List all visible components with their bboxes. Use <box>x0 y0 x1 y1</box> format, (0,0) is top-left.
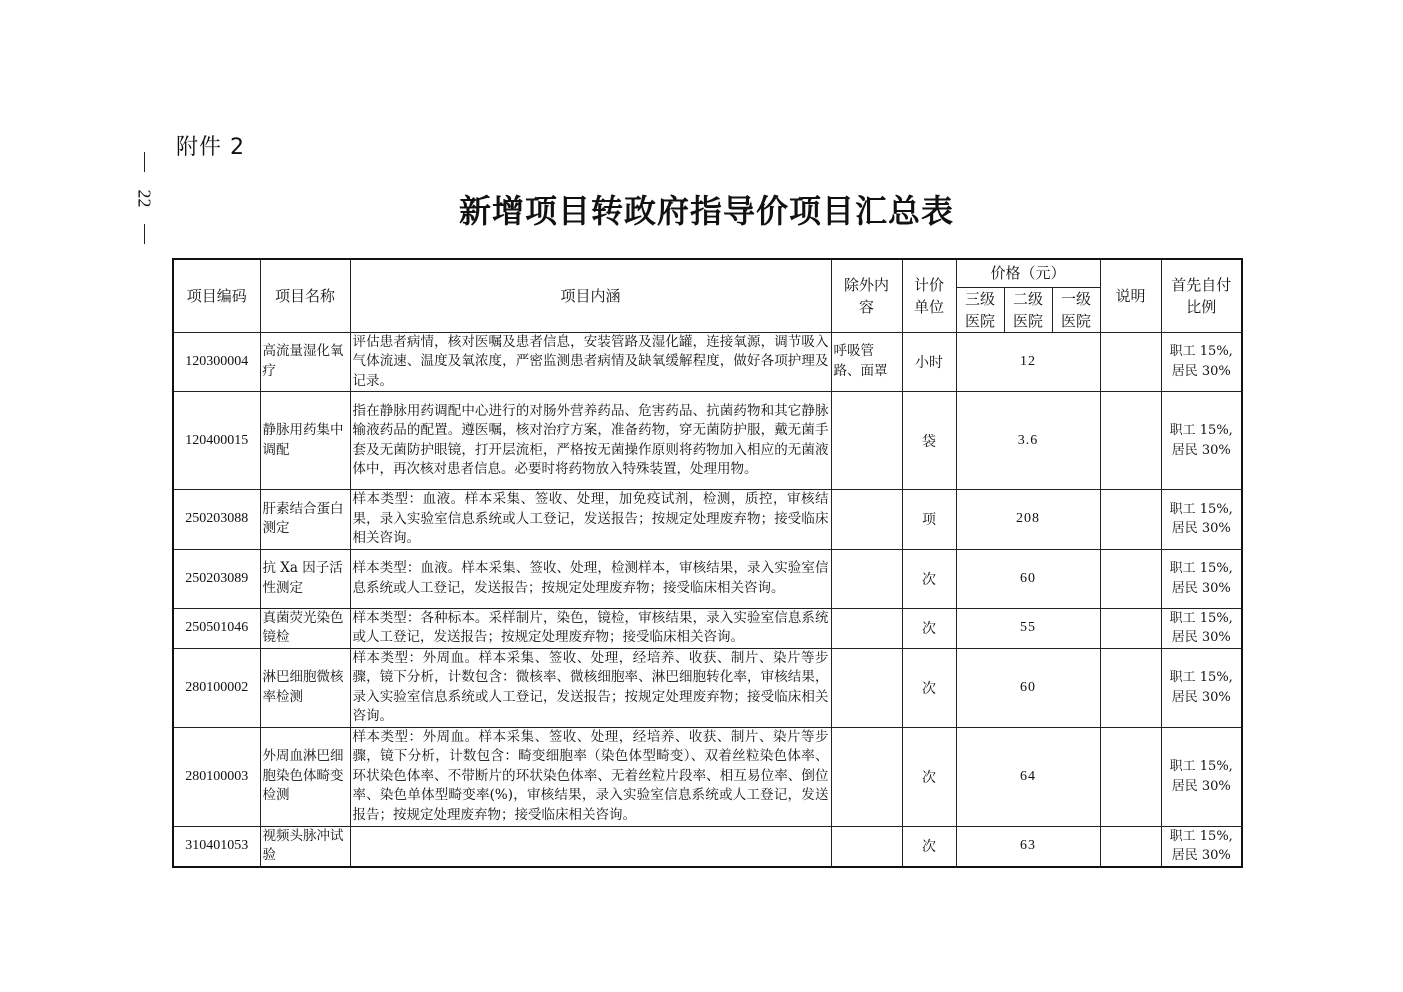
page-number-text: 22 <box>134 189 155 207</box>
row-name: 真菌荧光染色镜检 <box>260 608 350 648</box>
ratio-employee: 职工 15%, <box>1169 610 1233 626</box>
row-name: 高流量湿化氧疗 <box>260 332 350 392</box>
row-exclusions <box>831 490 902 550</box>
header-note: 说明 <box>1100 259 1161 332</box>
row-code: 250203089 <box>173 549 260 608</box>
row-unit: 次 <box>902 608 956 648</box>
row-note <box>1100 392 1161 490</box>
header-ratio: 首先自付比例 <box>1161 259 1242 332</box>
header-content: 项目内涵 <box>350 259 831 332</box>
row-note <box>1100 490 1161 550</box>
row-code: 250203088 <box>173 490 260 550</box>
table-row <box>173 549 1242 608</box>
table-row <box>173 490 1242 550</box>
row-name: 静脉用药集中调配 <box>260 392 350 490</box>
row-note <box>1100 608 1161 648</box>
row-unit: 次 <box>902 648 956 727</box>
document-title: 新增项目转政府指导价项目汇总表 <box>458 192 954 230</box>
row-unit: 小时 <box>902 332 956 392</box>
row-code: 280100002 <box>173 648 260 727</box>
header-price-group: 价格（元） <box>956 259 1100 287</box>
row-code: 120300004 <box>173 332 260 392</box>
row-price: 55 <box>956 608 1100 648</box>
row-ratio <box>1161 608 1242 648</box>
row-unit: 项 <box>902 490 956 550</box>
table-row <box>173 608 1242 648</box>
row-ratio <box>1161 490 1242 550</box>
row-price: 60 <box>956 648 1100 727</box>
row-ratio <box>1161 826 1242 867</box>
ratio-resident: 居民 30% <box>1171 778 1231 794</box>
row-content: 样本类型：外周血。样本采集、签收、处理，经培养、收获、制片、染片等步骤，镜下分析，计数包含：畸变细胞率（染色体型畸变）、双着丝粒染色体率、环状染色体率、不带断片的环状染色体率、无着丝粒片段率、相互易位率、倒位率、染色单体型畸变率(%)，审核结果，录入实验室信息系统或人工登记，发送报告；按规定处理废弃物；接受临床相关咨询。 <box>350 727 831 826</box>
row-content: 样本类型：血液。样本采集、签收、处理，加免疫试剂，检测，质控，审核结果，录入实验室信息系统或人工登记，发送报告；按规定处理废弃物；接受临床相关咨询。 <box>350 490 831 550</box>
table-row <box>173 648 1242 727</box>
row-content <box>350 826 831 867</box>
row-exclusions <box>831 727 902 826</box>
header-unit: 计价单位 <box>902 259 956 332</box>
row-note <box>1100 648 1161 727</box>
table-row <box>173 727 1242 826</box>
row-note <box>1100 826 1161 867</box>
header-code: 项目编码 <box>173 259 260 332</box>
row-ratio <box>1161 392 1242 490</box>
row-code: 310401053 <box>173 826 260 867</box>
row-note <box>1100 727 1161 826</box>
ratio-employee: 职工 15%, <box>1169 501 1233 517</box>
row-unit: 次 <box>902 826 956 867</box>
row-price: 60 <box>956 549 1100 608</box>
ratio-employee: 职工 15%, <box>1169 344 1233 360</box>
row-exclusions <box>831 826 902 867</box>
header-exclusions: 除外内容 <box>831 259 902 332</box>
ratio-employee: 职工 15%, <box>1169 759 1233 774</box>
table-row <box>173 392 1242 490</box>
header-name: 项目名称 <box>260 259 350 332</box>
row-ratio <box>1161 648 1242 727</box>
ratio-resident: 居民 30% <box>1171 521 1231 537</box>
ratio-employee: 职工 15%, <box>1169 828 1233 844</box>
row-content: 样本类型：血液。样本采集、签收、处理，检测样本，审核结果，录入实验室信息系统或人工登记，发送报告；按规定处理废弃物；接受临床相关咨询。 <box>350 549 831 608</box>
row-content: 指在静脉用药调配中心进行的对肠外营养药品、危害药品、抗菌药物和其它静脉输液药品的配置。遵医嘱，核对治疗方案，准备药物，穿无菌防护服，戴无菌手套及无菌防护眼镜，打开层流柜，严格按无菌操作原则将药物加入相应的无菌液体中，再次核对患者信息。必要时将药物放入特殊装置，处理用物。 <box>350 392 831 490</box>
row-code: 120400015 <box>173 392 260 490</box>
row-unit: 袋 <box>902 392 956 490</box>
row-note <box>1100 332 1161 392</box>
row-price: 12 <box>956 332 1100 392</box>
row-ratio <box>1161 727 1242 826</box>
ratio-resident: 居民 30% <box>1171 363 1231 379</box>
row-note <box>1100 549 1161 608</box>
page-number-dash-top <box>144 152 145 172</box>
table-row <box>173 332 1242 392</box>
ratio-resident: 居民 30% <box>1171 630 1231 645</box>
ratio-resident: 居民 30% <box>1171 442 1231 458</box>
ratio-resident: 居民 30% <box>1171 689 1231 705</box>
ratio-employee: 职工 15%, <box>1169 423 1233 438</box>
row-price: 64 <box>956 727 1100 826</box>
row-content: 样本类型：外周血。样本采集、签收、处理，经培养、收获、制片、染片等步骤，镜下分析，计数包含：微核率、微核细胞率、淋巴细胞转化率，审核结果，录入实验室信息系统或人工登记，发送报告；按规定处理废弃物；接受临床相关咨询。 <box>350 648 831 727</box>
row-price: 63 <box>956 826 1100 867</box>
row-ratio <box>1161 332 1242 392</box>
row-code: 280100003 <box>173 727 260 826</box>
row-exclusions: 呼吸管路、面罩 <box>831 332 902 392</box>
ratio-employee: 职工 15%, <box>1169 670 1233 685</box>
row-name: 肝素结合蛋白测定 <box>260 490 350 550</box>
row-exclusions <box>831 608 902 648</box>
row-ratio <box>1161 549 1242 608</box>
ratio-employee: 职工 15%, <box>1169 561 1233 576</box>
ratio-resident: 居民 30% <box>1171 580 1231 596</box>
row-price: 208 <box>956 490 1100 550</box>
row-name: 外周血淋巴细胞染色体畸变检测 <box>260 727 350 826</box>
pricing-table <box>172 258 1243 868</box>
row-name: 视频头脉冲试验 <box>260 826 350 867</box>
row-code: 250501046 <box>173 608 260 648</box>
row-unit: 次 <box>902 727 956 826</box>
header-tier1: 一级医院 <box>1052 287 1100 332</box>
row-unit: 次 <box>902 549 956 608</box>
ratio-resident: 居民 30% <box>1171 848 1231 863</box>
row-price: 3.6 <box>956 392 1100 490</box>
row-exclusions <box>831 549 902 608</box>
row-name: 抗 Xa 因子活性测定 <box>260 549 350 608</box>
row-content: 评估患者病情，核对医嘱及患者信息，安装管路及湿化罐，连接氧源，调节吸入气体流速、温度及氧浓度，严密监测患者病情及缺氧缓解程度，做好各项护理及记录。 <box>350 332 831 392</box>
row-content: 样本类型：各种标本。采样制片，染色，镜检，审核结果，录入实验室信息系统或人工登记，发送报告；按规定处理废弃物；接受临床相关咨询。 <box>350 608 831 648</box>
header-tier2: 二级医院 <box>1004 287 1052 332</box>
header-tier3: 三级医院 <box>956 287 1004 332</box>
row-exclusions <box>831 392 902 490</box>
attachment-label: 附件 2 <box>176 135 245 160</box>
row-name: 淋巴细胞微核率检测 <box>260 648 350 727</box>
row-exclusions <box>831 648 902 727</box>
table-row <box>173 826 1242 867</box>
